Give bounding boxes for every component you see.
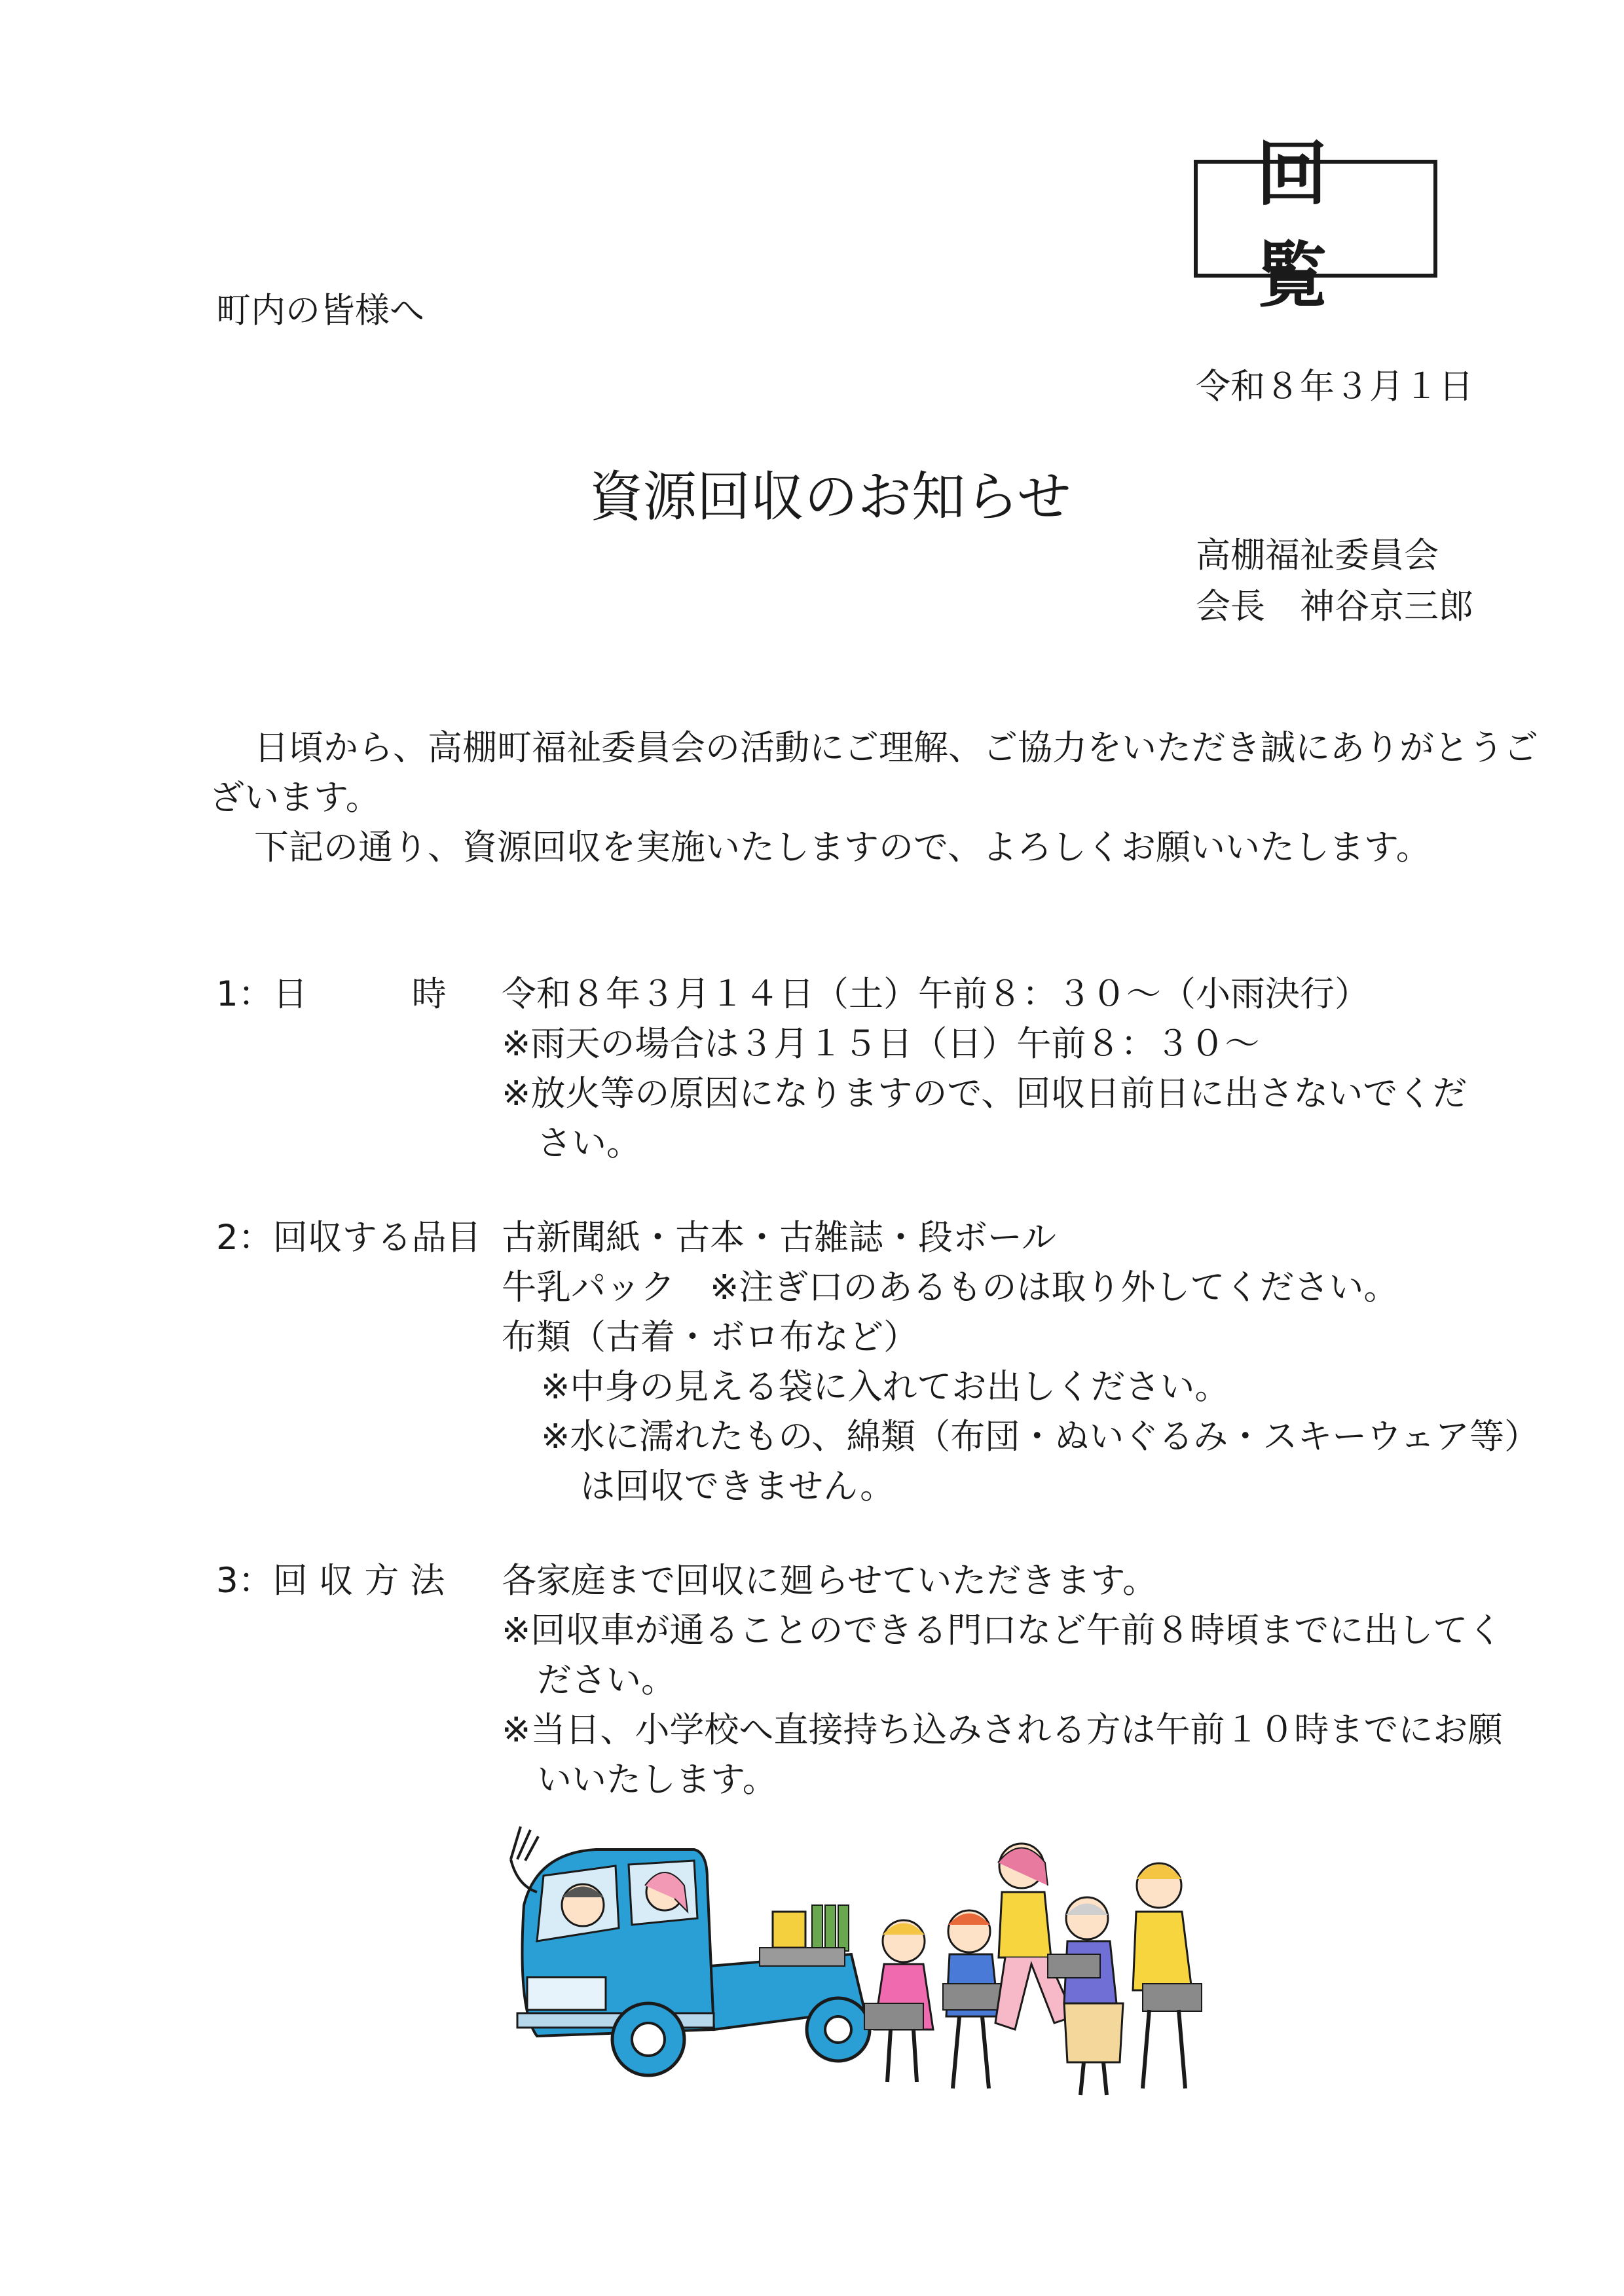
item-2-line-4: ※中身の見える袋に入れてお出しください。: [541, 1367, 1230, 1407]
sender-organization: 高棚福祉委員会: [1196, 536, 1439, 575]
addressee: 町内の皆様へ: [216, 291, 424, 331]
intro-line-2: ざいます。: [210, 778, 380, 818]
document-title: 資源回収のお知らせ: [589, 466, 1071, 528]
item-2-line-1: 古新聞紙・古本・古雑誌・段ボール: [502, 1218, 1056, 1258]
item-3-label: 3：回 収 方 法: [216, 1561, 445, 1601]
item-3-line-1: 各家庭まで回収に廻らせていただきます。: [502, 1561, 1158, 1601]
item-2-line-5: ※水に濡れたもの、綿類（布団・ぬいぐるみ・スキーウェア等）: [541, 1417, 1540, 1457]
truck-icon: [511, 1827, 870, 2075]
item-3-line-4: ※当日、小学校へ直接持ち込みされる方は午前１０時までにお願: [502, 1710, 1503, 1750]
item-1-label: 1：日 時: [216, 974, 447, 1014]
sender-person: 会長 神谷京三郎: [1196, 587, 1473, 627]
intro-line-3: 下記の通り、資源回収を実施いたしますので、よろしくお願いいたします。: [254, 828, 1431, 867]
item-3-line-5: いいたします。: [537, 1760, 777, 1800]
item-3-line-3: ださい。: [537, 1660, 676, 1700]
item-1-line-3: ※放火等の原因になりますので、回収日前日に出さないでくだ: [502, 1074, 1467, 1114]
intro-line-1: 日頃から、高棚町福祉委員会の活動にご理解、ご協力をいただき誠にありがとうご: [254, 728, 1538, 768]
item-1-line-1: 令和８年３月１４日（土）午前８：３０～（小雨決行）: [502, 974, 1369, 1014]
people-carrying-bundles-icon: [864, 1844, 1202, 2095]
item-2-label: 2：回収する品目: [216, 1218, 481, 1258]
item-1-line-2: ※雨天の場合は３月１５日（日）午前８：３０～: [502, 1024, 1260, 1064]
item-2-line-6: は回収できません。: [580, 1467, 895, 1506]
recycling-illustration: [498, 1813, 1493, 2115]
item-1-line-4: さい。: [537, 1123, 641, 1163]
item-2-line-2: 牛乳パック ※注ぎ口のあるものは取り外してください。: [502, 1267, 1399, 1307]
item-3-line-2: ※回収車が通ることのできる門口など午前８時頃までに出してく: [502, 1611, 1503, 1650]
document-date: 令和８年３月１日: [1196, 367, 1473, 407]
item-2-line-3: 布類（古着・ボロ布など）: [502, 1317, 918, 1357]
kairan-stamp: 回 覧: [1194, 160, 1437, 278]
